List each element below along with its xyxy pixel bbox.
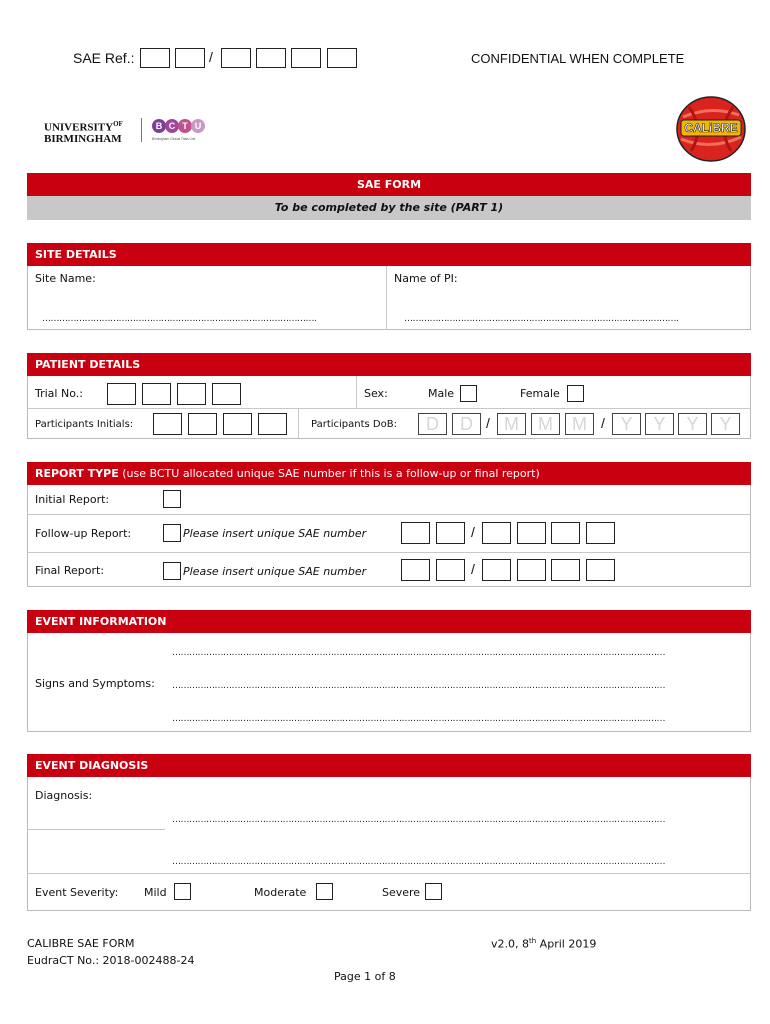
footer-version-prefix: v2.0, 8 (491, 937, 529, 951)
pi-name-label: Name of PI: (394, 272, 458, 285)
footer-version-sup: th (529, 937, 537, 945)
logo-university-text: UNIVERSITY (44, 121, 114, 134)
site-details-heading: SITE DETAILS (27, 243, 751, 266)
final-sae-box-3[interactable] (482, 559, 511, 581)
followup-sae-box-3[interactable] (482, 522, 511, 544)
bctu-letter: U (194, 121, 202, 131)
patient-details-col-divider-2 (298, 408, 299, 439)
final-insert-note: Please insert unique SAE number (183, 565, 367, 578)
severe-checkbox[interactable] (425, 883, 442, 900)
initial-report-checkbox[interactable] (163, 490, 181, 508)
signs-symptoms-label: Signs and Symptoms: (35, 677, 155, 690)
footer-form-name: CALIBRE SAE FORM (27, 937, 135, 950)
sae-ref-slash: / (209, 49, 213, 65)
diagnosis-line-1[interactable]: ………………………………………………………………………………………………………………………………………………………… (172, 815, 665, 825)
final-sae-box-2[interactable] (436, 559, 465, 581)
signs-symptoms-line-2[interactable]: ………………………………………………………………………………………………………………………………………………………… (172, 681, 665, 691)
report-type-heading-bold: REPORT TYPE (35, 467, 119, 480)
diagnosis-divider-1 (27, 829, 165, 830)
female-checkbox[interactable] (567, 385, 584, 402)
final-sae-box-4[interactable] (517, 559, 546, 581)
male-checkbox[interactable] (460, 385, 477, 402)
followup-sae-box-4[interactable] (517, 522, 546, 544)
form-subtitle-bar (27, 196, 751, 220)
footer-page-number: Page 1 of 8 (334, 970, 396, 983)
report-type-heading-note: (use BCTU allocated unique SAE number if this is a follow-up or final report) (118, 467, 540, 480)
followup-sae-box-1[interactable] (401, 522, 430, 544)
sae-ref-label: SAE Ref.: (73, 50, 135, 66)
followup-report-label: Follow-up Report: (35, 527, 132, 540)
site-name-field[interactable]: ……………………………………………………………………………………. (42, 314, 317, 324)
signs-symptoms-line-1[interactable]: ………………………………………………………………………………………………………………………………………………………… (172, 648, 665, 658)
diagnosis-divider-2 (27, 873, 751, 874)
initials-box-3[interactable] (223, 413, 252, 435)
form-title: SAE FORM (356, 178, 422, 191)
event-information-heading: EVENT INFORMATION (27, 610, 751, 633)
footer-eudract: EudraCT No.: 2018-002488-24 (27, 954, 195, 967)
calibre-logo-text: CALiBRE (684, 121, 738, 135)
logo-birmingham-text: BIRMINGHAM (44, 132, 122, 145)
event-diagnosis-heading: EVENT DIAGNOSIS (27, 754, 751, 777)
dob-slash-1: / (486, 415, 490, 431)
initials-box-1[interactable] (153, 413, 182, 435)
bctu-letter: B (155, 121, 163, 131)
dob-year-box-4[interactable]: Y (711, 413, 740, 435)
dob-year-box-2[interactable]: Y (645, 413, 674, 435)
followup-sae-box-2[interactable] (436, 522, 465, 544)
followup-report-checkbox[interactable] (163, 524, 181, 542)
diagnosis-line-2[interactable]: ………………………………………………………………………………………………………………………………………………………… (172, 857, 665, 867)
trial-no-box-2[interactable] (142, 383, 171, 405)
moderate-checkbox[interactable] (316, 883, 333, 900)
report-type-panel (27, 485, 751, 587)
followup-sae-box-5[interactable] (551, 522, 580, 544)
followup-insert-note: Please insert unique SAE number (183, 527, 367, 540)
final-report-label: Final Report: (35, 564, 105, 577)
confidential-notice: CONFIDENTIAL WHEN COMPLETE (471, 51, 685, 66)
university-of-birmingham-logo (44, 119, 123, 145)
site-name-label: Site Name: (35, 272, 96, 285)
footer-version (491, 937, 596, 951)
report-type-heading (27, 462, 751, 485)
sae-ref-box-4[interactable] (256, 48, 286, 68)
site-details-divider (386, 266, 387, 330)
initials-label: Participants Initials: (35, 419, 134, 430)
trial-no-box-1[interactable] (107, 383, 136, 405)
sae-ref-box-2[interactable] (175, 48, 205, 68)
patient-details-row-divider (27, 408, 751, 409)
dob-slash-2: / (601, 415, 605, 431)
calibre-logo (675, 95, 747, 163)
dob-label: Participants DoB: (311, 419, 397, 430)
severe-label: Severe (382, 886, 421, 899)
form-title-bar (27, 173, 751, 196)
bctu-letter: C (168, 121, 176, 131)
calibre-logo-icon (675, 95, 747, 163)
male-label: Male (428, 387, 455, 400)
bctu-letter: T (182, 121, 188, 131)
dob-month-box-2[interactable]: M (531, 413, 560, 435)
final-sae-box-6[interactable] (586, 559, 615, 581)
dob-day-box-1[interactable]: D (418, 413, 447, 435)
moderate-label: Moderate (254, 886, 307, 899)
report-type-row-divider-1 (27, 514, 751, 515)
sae-ref-box-5[interactable] (291, 48, 321, 68)
female-label: Female (520, 387, 560, 400)
dob-year-box-1[interactable]: Y (612, 413, 641, 435)
patient-details-heading: PATIENT DETAILS (27, 353, 751, 376)
dob-year-box-3[interactable]: Y (678, 413, 707, 435)
initials-box-2[interactable] (188, 413, 217, 435)
footer-version-suffix: April 2019 (536, 937, 597, 951)
report-type-row-divider-2 (27, 552, 751, 553)
initials-box-4[interactable] (258, 413, 287, 435)
form-subtitle: To be completed by the site (PART 1) (274, 201, 504, 214)
followup-sae-box-6[interactable] (586, 522, 615, 544)
mild-label: Mild (144, 886, 167, 899)
dob-month-box-3[interactable]: M (565, 413, 594, 435)
trial-no-label: Trial No.: (35, 387, 83, 400)
bctu-subtitle: Birmingham Clinical Trials Unit (152, 137, 196, 141)
final-sae-slash: / (471, 561, 475, 577)
logo-divider (141, 118, 142, 142)
trial-no-box-4[interactable] (212, 383, 241, 405)
bctu-logo (150, 118, 210, 142)
mild-checkbox[interactable] (174, 883, 191, 900)
diagnosis-label: Diagnosis: (35, 789, 93, 802)
final-sae-box-5[interactable] (551, 559, 580, 581)
final-sae-box-1[interactable] (401, 559, 430, 581)
patient-details-col-divider (356, 376, 357, 408)
dob-day-box-2[interactable]: D (452, 413, 481, 435)
sae-ref-box-3[interactable] (221, 48, 251, 68)
initial-report-label: Initial Report: (35, 493, 110, 506)
event-severity-label: Event Severity: (35, 886, 119, 899)
signs-symptoms-line-3[interactable]: ………………………………………………………………………………………………………………………………………………………… (172, 714, 665, 724)
followup-sae-slash: / (471, 524, 475, 540)
final-report-checkbox[interactable] (163, 562, 181, 580)
sae-ref-box-6[interactable] (327, 48, 357, 68)
pi-name-field[interactable]: ……………………………………………………………………………………. (404, 314, 679, 324)
sex-label: Sex: (364, 387, 388, 400)
bctu-logo-icon (150, 118, 210, 142)
logo-of-text: OF (113, 120, 123, 128)
trial-no-box-3[interactable] (177, 383, 206, 405)
dob-month-box-1[interactable]: M (497, 413, 526, 435)
sae-ref-box-1[interactable] (140, 48, 170, 68)
